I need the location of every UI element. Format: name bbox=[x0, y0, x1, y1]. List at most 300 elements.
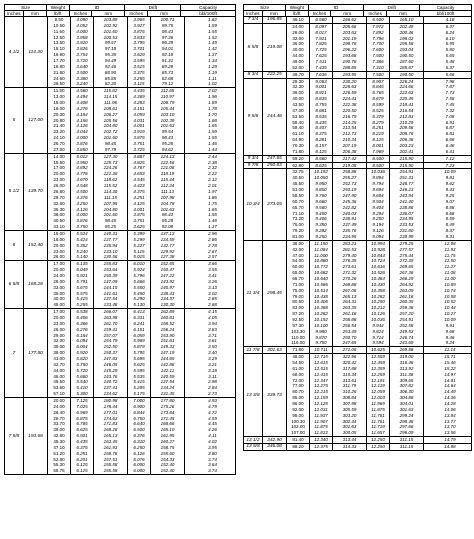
drift-mm-cell: 79.12 bbox=[151, 81, 185, 87]
id-mm-cell: 303.20 bbox=[333, 413, 367, 419]
size-cell bbox=[244, 79, 287, 155]
drift-mm-cell: 206.38 bbox=[390, 137, 424, 143]
table-row bbox=[287, 17, 474, 23]
drift-mm-cell: 165.10 bbox=[390, 17, 424, 23]
capacity-cell: 3.80 bbox=[208, 450, 217, 456]
drift-mm-cell: 137.54 bbox=[151, 379, 185, 385]
capacity-cell: 3.94 bbox=[208, 320, 217, 326]
weight-cell: 47.00 bbox=[287, 108, 310, 114]
id-mm-cell: 115.82 bbox=[94, 88, 128, 94]
group-rows bbox=[287, 354, 474, 436]
drift-inches-cell: 6.640 bbox=[128, 421, 151, 427]
weight-cell: 88.20 bbox=[287, 444, 310, 450]
capacity-cell: 14.79 bbox=[444, 437, 456, 443]
drift-inches-cell: 10.212 bbox=[367, 305, 390, 311]
capacity-cell: 6.37 bbox=[445, 23, 455, 29]
drift-inches-cell: 4.825 bbox=[128, 160, 151, 166]
id-inches-cell: 5.720 bbox=[71, 368, 94, 374]
id-mm-cell: 242.82 bbox=[333, 205, 367, 211]
size-inches: 5 bbox=[5, 88, 24, 152]
drift-inches-cell: 8.907 bbox=[367, 79, 390, 85]
weight-cell: 45.50 bbox=[287, 181, 310, 187]
drift-inches-cell: 4.545 bbox=[128, 177, 151, 183]
id-inches-cell: 10.050 bbox=[310, 175, 333, 181]
id-inches-cell: 6.201 bbox=[71, 457, 94, 463]
id-mm-cell: 140.72 bbox=[94, 379, 128, 385]
id-inches-cell: 10.514 bbox=[310, 288, 333, 294]
weight-cell: 32.00 bbox=[48, 285, 71, 291]
capacity-cell: 1.86 bbox=[208, 194, 217, 200]
id-inches-cell: 7.125 bbox=[71, 398, 94, 404]
id-mm-cell: 140.31 bbox=[94, 231, 128, 237]
capacity-cell: 11.08 bbox=[444, 270, 456, 276]
size-mm: 273.05 bbox=[267, 202, 282, 208]
drift-mm-cell: 102.39 bbox=[151, 118, 185, 124]
drift-mm-cell: 301.63 bbox=[390, 407, 424, 413]
id-inches-cell: 8.435 bbox=[310, 120, 333, 126]
weight-cell: 20.30 bbox=[48, 112, 71, 118]
weight-cell: 13.00 bbox=[48, 94, 71, 100]
drift-inches-cell: 3.595 bbox=[128, 58, 151, 64]
weight-cell: 87.20 bbox=[287, 311, 310, 317]
drift-mm-cell: 298.48 bbox=[390, 419, 424, 425]
id-inches-cell: 8.017 bbox=[310, 30, 333, 36]
capacity-cell: 4.72 bbox=[208, 409, 217, 415]
id-mm-cell: 305.59 bbox=[333, 407, 367, 413]
id-inches-cell: 4.126 bbox=[71, 207, 94, 213]
size-cell bbox=[244, 169, 287, 239]
drift-inches-cell: 5.625 bbox=[128, 362, 151, 368]
drift-mm-cell: 190.50 bbox=[390, 72, 424, 78]
weight-cell: 26.70 bbox=[48, 141, 71, 147]
capacity-cell: 2.96 bbox=[208, 230, 217, 236]
weight-cell: 27.00 bbox=[48, 147, 71, 153]
id-inches-cell: 3.826 bbox=[71, 46, 94, 52]
id-mm-cell: 196.22 bbox=[333, 47, 367, 53]
id-inches-cell: 6.538 bbox=[71, 309, 94, 315]
capacity-cell: 1.11 bbox=[208, 75, 217, 81]
drift-mm-cell: 152.65 bbox=[151, 261, 185, 267]
table-row bbox=[48, 224, 240, 230]
id-inches-cell: 10.711 bbox=[310, 347, 333, 353]
id-inches-cell: 4.670 bbox=[71, 177, 94, 183]
group-rows bbox=[48, 398, 240, 474]
weight-cell: 57.10 bbox=[48, 391, 71, 397]
drift-inches-cell: 6.151 bbox=[128, 327, 151, 333]
id-mm-cell: 207.19 bbox=[333, 143, 367, 149]
drift-inches-cell: 10.625 bbox=[367, 347, 390, 353]
table-header bbox=[244, 5, 471, 17]
size-group bbox=[244, 347, 471, 354]
capacity-cell: 14.97 bbox=[444, 371, 456, 377]
weight-cell: 24.10 bbox=[48, 135, 71, 141]
drift-mm-cell: 162.89 bbox=[151, 309, 185, 315]
id-inches-cell: 4.560 bbox=[71, 88, 94, 94]
drift-inches-cell: 5.290 bbox=[128, 296, 151, 302]
capacity-cell: 6.66 bbox=[445, 137, 455, 143]
group-rows bbox=[287, 437, 474, 443]
size-cell bbox=[5, 154, 48, 230]
group-rows bbox=[287, 17, 474, 23]
weight-cell: 71.00 bbox=[287, 282, 310, 288]
capacity-cell: 9.43 bbox=[445, 187, 455, 193]
size-cell bbox=[244, 241, 287, 346]
id-inches-cell: 10.100 bbox=[310, 323, 333, 329]
capacity-cell: 6.10 bbox=[445, 35, 455, 41]
size-cell bbox=[5, 17, 48, 87]
size-group bbox=[5, 398, 235, 474]
id-inches-cell: 5.660 bbox=[71, 374, 94, 380]
capacity-cell: 4.45 bbox=[208, 421, 217, 427]
weight-cell: 44.00 bbox=[287, 53, 310, 59]
id-inches-cell: 8.407 bbox=[310, 125, 333, 131]
id-inches-cell: 5.140 bbox=[71, 254, 94, 260]
capacity-cell: 9.62 bbox=[445, 181, 455, 187]
drift-inches-cell: 8.219 bbox=[367, 131, 390, 137]
size-group bbox=[244, 17, 471, 24]
size-inches: 9 3/4 bbox=[244, 156, 263, 162]
capacity-cell: 4.59 bbox=[208, 415, 217, 421]
capacity-cell: 3.40 bbox=[208, 350, 217, 356]
drift-inches-cell: 12.259 bbox=[367, 372, 390, 378]
id-mm-cell: 235.76 bbox=[333, 228, 367, 234]
drift-mm-cell: 160.27 bbox=[151, 439, 185, 445]
weight-cell: 46.00 bbox=[48, 374, 71, 380]
id-mm-cell: 97.18 bbox=[94, 46, 128, 52]
drift-inches-cell: 9.194 bbox=[367, 222, 390, 228]
id-inches-cell: 3.876 bbox=[71, 218, 94, 224]
id-inches-cell: 4.548 bbox=[71, 183, 94, 189]
id-mm-header: mm bbox=[331, 11, 364, 16]
capacity-cell: 2.01 bbox=[208, 183, 217, 189]
capacity-cell: 4.11 bbox=[208, 433, 217, 439]
weight-cell: 85.00 bbox=[287, 395, 310, 401]
id-inches-cell: 6.625 bbox=[71, 427, 94, 433]
id-inches-cell: 9.282 bbox=[310, 228, 333, 234]
capacity-cell: 1.70 bbox=[208, 111, 217, 117]
drift-inches-header: Inches bbox=[364, 11, 387, 16]
capacity-cell: 7.08 bbox=[445, 113, 455, 119]
table-row bbox=[287, 163, 474, 169]
id-inches-cell: 4.090 bbox=[71, 17, 94, 23]
id-mm-cell: 88.90 bbox=[94, 70, 128, 76]
id-mm-cell: 115.52 bbox=[94, 183, 128, 189]
id-mm-cell: 133.48 bbox=[94, 302, 128, 308]
drift-mm-cell: 134.37 bbox=[151, 296, 185, 302]
id-mm-cell: 147.83 bbox=[94, 356, 128, 362]
weight-cell: 17.00 bbox=[48, 309, 71, 315]
id-inches-cell: 8.375 bbox=[310, 131, 333, 137]
weight-cell: 33.70 bbox=[48, 421, 71, 427]
drift-inches-cell: 10.526 bbox=[367, 270, 390, 276]
size-mm: 298.45 bbox=[267, 291, 282, 297]
id-mm-cell: 237.49 bbox=[333, 222, 367, 228]
table-row bbox=[287, 234, 474, 240]
capacity-cell: 2.68 bbox=[208, 302, 217, 308]
header-row-bottom bbox=[5, 10, 235, 16]
drift-inches-cell: 5.015 bbox=[128, 254, 151, 260]
drift-inches-cell: 6.076 bbox=[128, 457, 151, 463]
drift-inches-cell: 4.435 bbox=[128, 88, 151, 94]
drift-mm-cell: 202.41 bbox=[390, 149, 424, 155]
drift-inches-cell: 5.924 bbox=[128, 267, 151, 273]
id-inches-cell: 6.435 bbox=[71, 439, 94, 445]
capacity-cell: 3.18 bbox=[208, 367, 217, 373]
id-inches-cell: 5.750 bbox=[71, 362, 94, 368]
capacity-cell: 1.19 bbox=[208, 69, 217, 75]
group-rows bbox=[287, 347, 474, 353]
capacity-cell: 2.22 bbox=[208, 171, 217, 177]
id-inches-cell: 3.500 bbox=[71, 70, 94, 76]
weight-cell: 15.00 bbox=[48, 100, 71, 106]
capacity-cell: 7.23 bbox=[445, 162, 455, 168]
capacity-cell: 1.37 bbox=[208, 52, 217, 58]
id-inches-cell: 3.380 bbox=[71, 76, 94, 82]
size-header: Size bbox=[5, 5, 47, 10]
id-inches-cell: 3.850 bbox=[71, 147, 94, 153]
id-mm-cell: 213.54 bbox=[333, 125, 367, 131]
drift-inches-cell: 10.928 bbox=[367, 247, 390, 253]
id-inches-cell: 12.215 bbox=[310, 389, 333, 395]
capacity-cell: 8.37 bbox=[445, 228, 455, 234]
size-inches: 11 7/8 bbox=[244, 347, 263, 353]
id-inches-cell: 5.791 bbox=[71, 279, 94, 285]
id-mm-cell: 152.50 bbox=[94, 344, 128, 350]
table-row bbox=[287, 347, 474, 353]
drift-inches-cell: 8.125 bbox=[367, 137, 390, 143]
capacity-cell: 2.38 bbox=[208, 159, 217, 165]
id-mm-cell: 133.10 bbox=[94, 249, 128, 255]
id-mm-cell: 125.73 bbox=[94, 160, 128, 166]
id-mm-cell: 263.35 bbox=[333, 305, 367, 311]
drift-inches-cell: 12.119 bbox=[367, 383, 390, 389]
size-group bbox=[5, 88, 235, 153]
drift-inches-cell: 5.285 bbox=[128, 385, 151, 391]
weight-cell: 55.50 bbox=[287, 193, 310, 199]
drift-inches-cell: 4.001 bbox=[128, 123, 151, 129]
id-mm-cell: 222.38 bbox=[333, 102, 367, 108]
id-inches-cell: 12.715 bbox=[310, 354, 333, 360]
weight-cell: 20.80 bbox=[48, 118, 71, 124]
weight-cell: 72.00 bbox=[287, 378, 310, 384]
drift-inches-cell: 3.751 bbox=[128, 141, 151, 147]
weight-cell: 54.00 bbox=[287, 258, 310, 264]
id-mm-cell: 137.41 bbox=[94, 385, 128, 391]
drift-inches-cell: 6.500 bbox=[128, 427, 151, 433]
capacity-cell: 1.97 bbox=[208, 188, 217, 194]
capacity-cell: 6.46 bbox=[445, 143, 455, 149]
weight-cell: 40.50 bbox=[48, 218, 71, 224]
group-rows bbox=[48, 261, 240, 308]
weight-cell: 23.00 bbox=[48, 321, 71, 327]
weight-cell: 20.00 bbox=[48, 243, 71, 249]
id-mm-cell: 177.01 bbox=[94, 410, 128, 416]
weight-cell: 29.00 bbox=[48, 333, 71, 339]
capacity-cell: 11.93 bbox=[444, 246, 456, 252]
weight-cell: 59.20 bbox=[287, 156, 310, 162]
capacity-unit-header: bbl/100ft bbox=[436, 11, 455, 16]
capacity-cell: 1.02 bbox=[208, 81, 217, 87]
id-mm-cell: 155.58 bbox=[94, 468, 128, 474]
drift-mm-cell: 91.31 bbox=[151, 58, 185, 64]
id-inches-cell: 3.240 bbox=[71, 81, 94, 87]
weight-cell: 49.50 bbox=[48, 379, 71, 385]
size-inches: 11 3/4 bbox=[244, 241, 263, 346]
capacity-cell: 10.44 bbox=[444, 305, 456, 311]
id-inches-cell: 9.001 bbox=[310, 84, 333, 90]
weight-cell: 9.50 bbox=[48, 17, 71, 23]
id-mm-cell: 104.80 bbox=[94, 207, 128, 213]
drift-inches-cell: 11.781 bbox=[367, 413, 390, 419]
drift-mm-cell: 198.02 bbox=[390, 36, 424, 42]
drift-mm-cell: 230.99 bbox=[390, 234, 424, 240]
size-inches: 6 bbox=[5, 231, 24, 260]
drift-inches-cell: 6.010 bbox=[128, 261, 151, 267]
capacity-cell: 3.50 bbox=[208, 344, 217, 350]
weight-cell: 58.40 bbox=[287, 120, 310, 126]
weight-cell: 47.10 bbox=[48, 445, 71, 451]
weight-cell: 12.60 bbox=[48, 35, 71, 41]
capacity-cell: 15.22 bbox=[444, 365, 456, 371]
drift-mm-cell: 190.50 bbox=[390, 53, 424, 59]
capacity-cell: 6.24 bbox=[445, 29, 455, 35]
weight-cell: 102.00 bbox=[287, 424, 310, 430]
id-mm-cell: 150.37 bbox=[94, 350, 128, 356]
id-inches-cell: 9.450 bbox=[310, 211, 333, 217]
drift-inches-cell: 4.251 bbox=[128, 195, 151, 201]
id-inches-cell: 10.192 bbox=[310, 169, 333, 175]
drift-mm-cell: 142.88 bbox=[151, 362, 185, 368]
size-mm: 196.85 bbox=[267, 17, 282, 23]
drift-mm-cell: 96.39 bbox=[151, 40, 185, 46]
id-inches-cell: 8.097 bbox=[310, 24, 333, 30]
id-inches-cell: 7.435 bbox=[310, 65, 333, 71]
id-inches-cell: 3.720 bbox=[71, 58, 94, 64]
size-mm-header: mm bbox=[263, 11, 286, 16]
drift-mm-cell: 319.00 bbox=[390, 354, 424, 360]
weight-cell: 52.00 bbox=[287, 65, 310, 71]
capacity-cell: 1.34 bbox=[208, 58, 217, 64]
id-inches-cell: 8.681 bbox=[310, 108, 333, 114]
capacity-cell: 9.24 bbox=[445, 340, 455, 346]
drift-mm-cell: 316.46 bbox=[390, 360, 424, 366]
capacity-cell: 3.29 bbox=[208, 355, 217, 361]
id-mm-cell: 201.19 bbox=[333, 36, 367, 42]
id-mm-cell: 99.57 bbox=[94, 40, 128, 46]
capacity-cell: 3.71 bbox=[208, 332, 217, 338]
drift-mm-cell: 185.67 bbox=[390, 65, 424, 71]
id-mm-cell: 118.62 bbox=[94, 177, 128, 183]
capacity-cell: 2.73 bbox=[208, 391, 217, 397]
drift-inches-cell: 5.130 bbox=[128, 302, 151, 308]
id-mm-cell: 217.42 bbox=[333, 156, 367, 162]
id-mm-cell: 238.91 bbox=[333, 216, 367, 222]
drift-inches-cell: 9.604 bbox=[367, 193, 390, 199]
capacity-cell: 10.27 bbox=[444, 311, 456, 317]
capacity-cell: 3.64 bbox=[208, 462, 217, 468]
weight-cell: 52.80 bbox=[48, 457, 71, 463]
size-cell bbox=[244, 347, 287, 353]
weight-cell: 43.50 bbox=[287, 102, 310, 108]
drift-inches-cell: 7.500 bbox=[367, 72, 390, 78]
drift-mm-cell: 82.68 bbox=[151, 76, 185, 82]
weight-cell: 42.00 bbox=[287, 247, 310, 253]
drift-mm-cell: 168.66 bbox=[151, 421, 185, 427]
id-mm-cell: 114.30 bbox=[94, 189, 128, 195]
capacity-cell: 5.95 bbox=[445, 41, 455, 47]
weight-cell: 17.70 bbox=[48, 58, 71, 64]
drift-inches-cell: 11.657 bbox=[367, 430, 390, 436]
capacity-cell: 8.59 bbox=[445, 216, 455, 222]
capacity-cell: 13.70 bbox=[444, 424, 456, 430]
drift-mm-cell: 175.26 bbox=[151, 404, 185, 410]
group-rows bbox=[287, 79, 474, 155]
drift-inches-cell: 12.459 bbox=[367, 360, 390, 366]
id-mm-cell: 101.60 bbox=[94, 135, 128, 141]
id-inches-cell: 8.560 bbox=[310, 156, 333, 162]
weight-cell: 100.30 bbox=[287, 419, 310, 425]
size-inches: 5 1/2 bbox=[5, 154, 24, 230]
weight-cell: 35.00 bbox=[48, 291, 71, 297]
drift-inches-cell: 10.358 bbox=[367, 288, 390, 294]
capacity-cell: 5.66 bbox=[445, 71, 455, 77]
weight-cell: 51.20 bbox=[48, 451, 71, 457]
drift-mm-cell: 309.65 bbox=[390, 378, 424, 384]
size-inches: 7 3/4 bbox=[244, 17, 263, 23]
drift-inches-cell: 3.515 bbox=[128, 64, 151, 70]
id-mm-cell: 281.53 bbox=[333, 247, 367, 253]
drift-mm-cell: 243.69 bbox=[390, 340, 424, 346]
drift-mm-cell: 311.15 bbox=[390, 444, 424, 450]
weight-cell: 18.80 bbox=[48, 64, 71, 70]
id-mm-cell: 103.89 bbox=[94, 17, 128, 23]
drift-mm-cell: 246.74 bbox=[390, 335, 424, 341]
drift-mm-cell: 154.33 bbox=[151, 457, 185, 463]
size-inches: 13 1/2 bbox=[244, 437, 263, 443]
weight-cell: 60.70 bbox=[287, 199, 310, 205]
size-mm: 219.08 bbox=[267, 44, 282, 50]
drift-mm-cell: 131.45 bbox=[151, 391, 185, 397]
capacity-cell: 1.96 bbox=[208, 94, 217, 100]
drift-mm-cell: 105.44 bbox=[151, 106, 185, 112]
id-inches-cell: 5.424 bbox=[71, 237, 94, 243]
drift-mm-cell: 103.10 bbox=[151, 112, 185, 118]
id-mm-cell: 250.70 bbox=[333, 335, 367, 341]
id-mm-cell: 144.15 bbox=[94, 285, 128, 291]
size-inches: 7 5/8 bbox=[5, 398, 24, 474]
weight-cell: 53.60 bbox=[48, 385, 71, 391]
capacity-cell: 3.13 bbox=[208, 284, 217, 290]
capacity-cell: 1.49 bbox=[208, 40, 217, 46]
weight-unit-header: lb/ft bbox=[47, 11, 70, 16]
drift-inches-cell: 12.250 bbox=[367, 437, 390, 443]
id-inches-cell: 11.813 bbox=[310, 430, 333, 436]
size-cell bbox=[244, 437, 287, 443]
size-cell bbox=[244, 163, 287, 169]
id-mm-cell: 105.56 bbox=[94, 118, 128, 124]
drift-mm-cell: 92.08 bbox=[151, 224, 185, 230]
weight-cell: 76.00 bbox=[287, 222, 310, 228]
capacity-cell: 3.61 bbox=[208, 338, 217, 344]
id-inches-cell: 7.921 bbox=[310, 36, 333, 42]
weight-cell: 11.50 bbox=[48, 88, 71, 94]
drift-inches-cell: 5.550 bbox=[128, 285, 151, 291]
drift-mm-cell: 158.75 bbox=[151, 445, 185, 451]
id-mm-cell: 276.35 bbox=[333, 258, 367, 264]
drift-mm-cell: 152.40 bbox=[151, 462, 185, 468]
drift-mm-cell: 272.39 bbox=[390, 258, 424, 264]
id-inches-cell: 5.675 bbox=[71, 285, 94, 291]
